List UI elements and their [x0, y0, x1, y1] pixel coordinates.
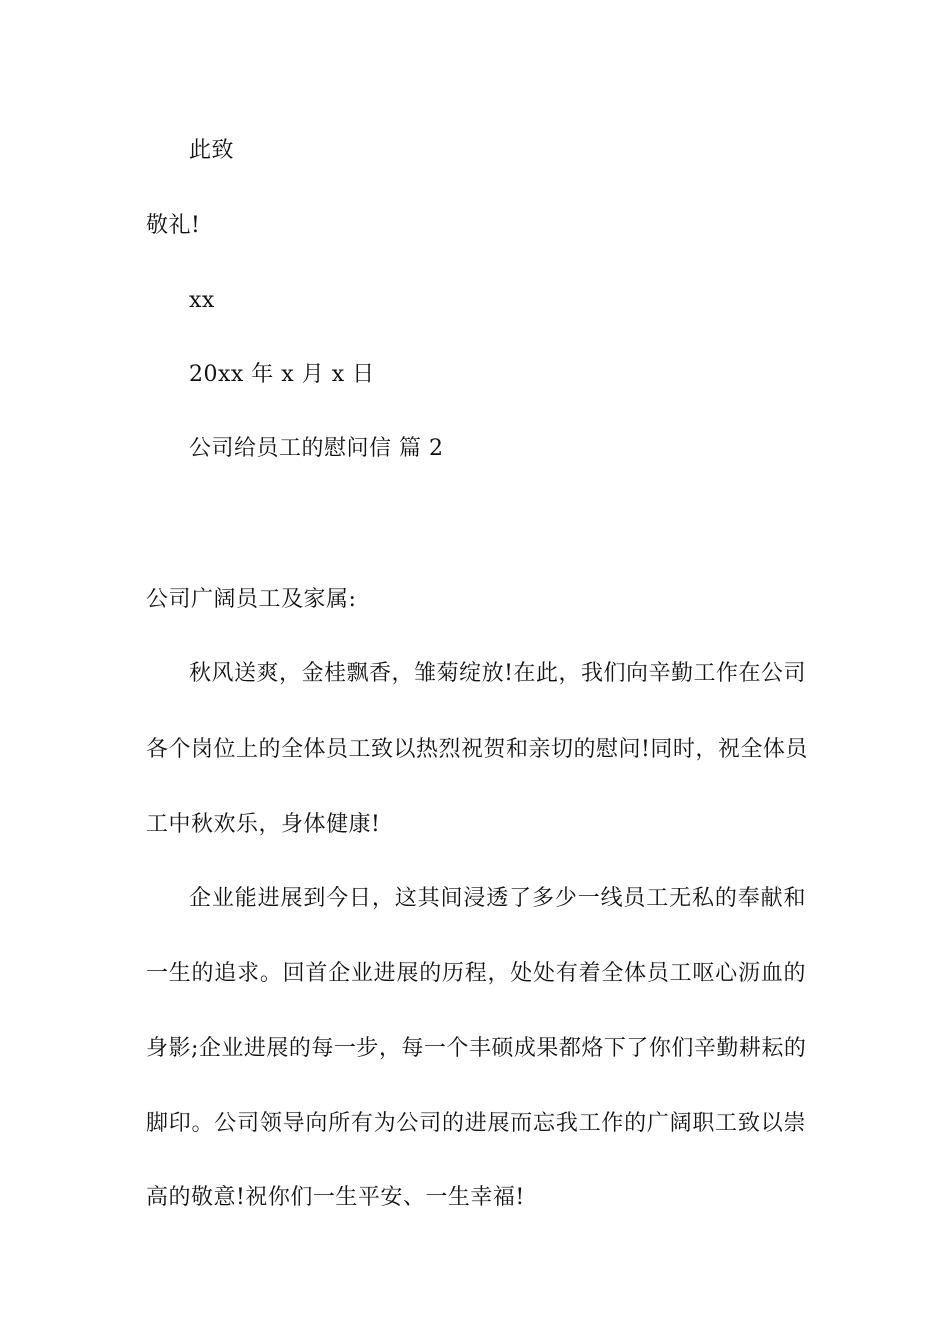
- section-title: 公司给员工的慰问信 篇 2: [189, 436, 444, 461]
- paragraph-2-line-5: 高的敬意!祝你们一生平安、一生幸福!: [146, 1185, 525, 1210]
- letter-addressee: 公司广阔员工及家属:: [146, 587, 357, 612]
- closing-salutation-1: 此致: [189, 138, 235, 163]
- paragraph-1-line-3: 工中秋欢乐，身体健康!: [146, 812, 381, 837]
- signer-name: xx: [189, 288, 215, 313]
- paragraph-2-line-2: 一生的追求。回首企业进展的历程，处处有着全体员工呕心沥血的: [146, 961, 806, 986]
- paragraph-1-line-2: 各个岗位上的全体员工致以热烈祝贺和亲切的慰问!同时，祝全体员: [146, 737, 808, 762]
- paragraph-2-line-1: 企业能进展到今日，这其间浸透了多少一线员工无私的奉献和: [189, 886, 806, 911]
- paragraph-1-line-1: 秋风送爽，金桂飘香，雏菊绽放!在此，我们向辛勤工作在公司: [189, 661, 806, 686]
- paragraph-2-line-4: 脚印。公司领导向所有为公司的进展而忘我工作的广阔职工致以崇: [146, 1111, 806, 1136]
- paragraph-2-line-3: 身影;企业进展的每一步，每一个丰硕成果都烙下了你们辛勤耕耘的: [146, 1036, 807, 1061]
- letter-date: 20xx 年 x 月 x 日: [189, 362, 375, 387]
- closing-salutation-2: 敬礼!: [146, 213, 201, 238]
